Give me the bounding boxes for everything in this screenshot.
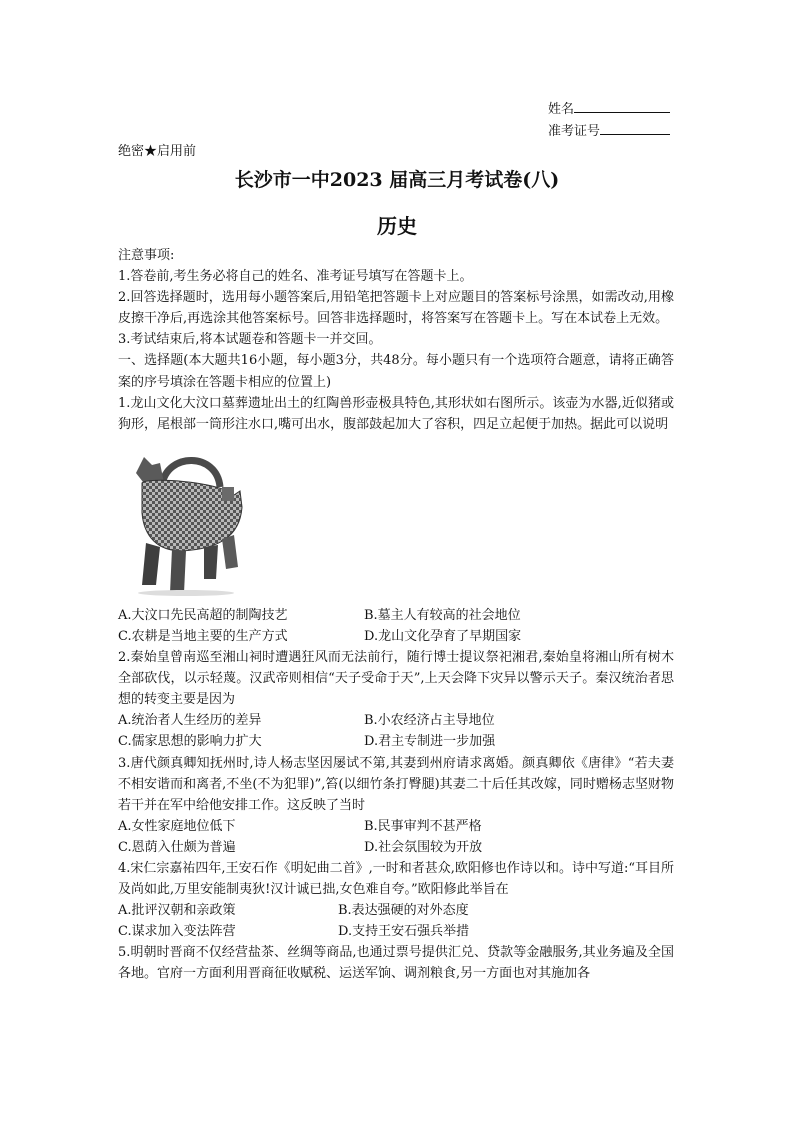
option-a[interactable]: A.大汶口先民高超的制陶技艺 (118, 607, 288, 623)
name-blank[interactable] (574, 98, 670, 113)
secret-mark: 绝密★启用前 (118, 144, 197, 159)
option-a[interactable]: A.女性家庭地位低下 (118, 818, 236, 834)
option-b[interactable]: B.墓主人有较高的社会地位 (364, 607, 521, 623)
question-stem: 3.唐代颜真卿知抚州时,诗人杨志坚因屡试不第,其妻到州府请求离婚。颜真卿依《唐律》“若夫妻不相安谐而和离者,不坐(不为犯罪)”,笞(以细竹条打臀腿)其妻二十后任其改嫁，同时赠杨志坚财物若干并在军中给他安排工作。这反映了当时 (118, 755, 674, 813)
option-row (118, 921, 674, 942)
option-a[interactable]: A.统治者人生经历的差异 (118, 713, 262, 729)
option-row (118, 837, 674, 858)
option-row (118, 626, 674, 647)
option-d[interactable]: D.社会氛围较为开放 (364, 839, 483, 855)
ticket-blank[interactable] (600, 120, 670, 135)
option-d[interactable]: D.君主专制进一步加强 (364, 734, 496, 750)
name-field (548, 98, 670, 119)
option-row (118, 731, 674, 752)
section-intro: 一、选择题(本大题共16小题，每小题3分，共48分。每小题只有一个选项符合题意，请将正确答案的序号填涂在答题卡相应的位置上) (118, 353, 674, 390)
question-stem: 2.秦始皇曾南巡至湘山祠时遭遇狂风而无法前行，随行博士提议祭祀湘君,秦始皇将湘山所有树木全部砍伐，以示轻蔑。汉武帝则相信“天子受命于天”,上天会降下灾异以警示天子。秦汉统治者思想的转变主要是因为 (118, 650, 674, 708)
note-item: 1.答卷前,考生务必将自己的姓名、准考证号填写在答题卡上。 (118, 269, 473, 285)
option-c[interactable]: C.谋求加入变法阵营 (118, 924, 236, 940)
option-d[interactable]: D.支持王安石强兵举措 (338, 924, 470, 940)
option-c[interactable]: C.农耕是当地主要的生产方式 (118, 628, 288, 644)
exam-body (118, 245, 674, 985)
option-row (118, 900, 674, 921)
notes-heading: 注意事项: (118, 248, 175, 263)
option-row (118, 605, 674, 626)
note-item: 3.考试结束后,将本试题卷和答题卡一并交回。 (118, 332, 382, 348)
option-d[interactable]: D.龙山文化孕育了早期国家 (364, 628, 522, 644)
option-b[interactable]: B.民事审判不甚严格 (364, 818, 482, 834)
name-label: 姓名 (548, 102, 575, 117)
question-stem: 4.宋仁宗嘉祐四年,王安石作《明妃曲二首》,一时和者甚众,欧阳修也作诗以和。诗中写道:“耳目所及尚如此,万里安能制夷狄!汉计诚已拙,女色难自夸。”欧阳修此举旨在 (118, 860, 674, 898)
option-row (118, 816, 674, 837)
option-c[interactable]: C.恩荫入仕颇为普遍 (118, 839, 236, 855)
ticket-label: 准考证号 (548, 124, 601, 139)
pottery-vessel-icon (122, 447, 250, 597)
ticket-field (548, 120, 670, 141)
option-b[interactable]: B.表达强硬的对外态度 (338, 903, 469, 919)
option-row (118, 710, 674, 731)
subject-title: 历史 (377, 214, 417, 238)
question-stem: 1.龙山文化大汶口墓葬遗址出土的红陶兽形壶极具特色,其形状如右图所示。该壶为水器,近似猪或狗形，尾根部一筒形注水口,嘴可出水，腹部鼓起加大了容积，四足立起便于加热。据此可以说明 (118, 395, 674, 432)
option-b[interactable]: B.小农经济占主导地位 (364, 713, 495, 729)
exam-title: 长沙市一中2023 届高三月考试卷(八) (234, 169, 560, 191)
pottery-vessel-figure (122, 447, 250, 597)
option-c[interactable]: C.儒家思想的影响力扩大 (118, 734, 262, 750)
option-a[interactable]: A.批评汉朝和亲政策 (118, 903, 236, 919)
question-stem: 5.明朝时晋商不仅经营盐茶、丝绸等商品,也通过票号提供汇兑、贷款等金融服务,其业务遍及全国各地。官府一方面利用晋商征收赋税、运送军饷、调剂粮食,另一方面也对其施加各 (118, 945, 674, 982)
note-item: 2.回答选择题时，选用每小题答案后,用铅笔把答题卡上对应题目的答案标号涂黑，如需改动,用橡皮擦干净后,再选涂其他答案标号。回答非选择题时，将答案写在答题卡上。写在本试卷上无效。 (118, 290, 674, 327)
